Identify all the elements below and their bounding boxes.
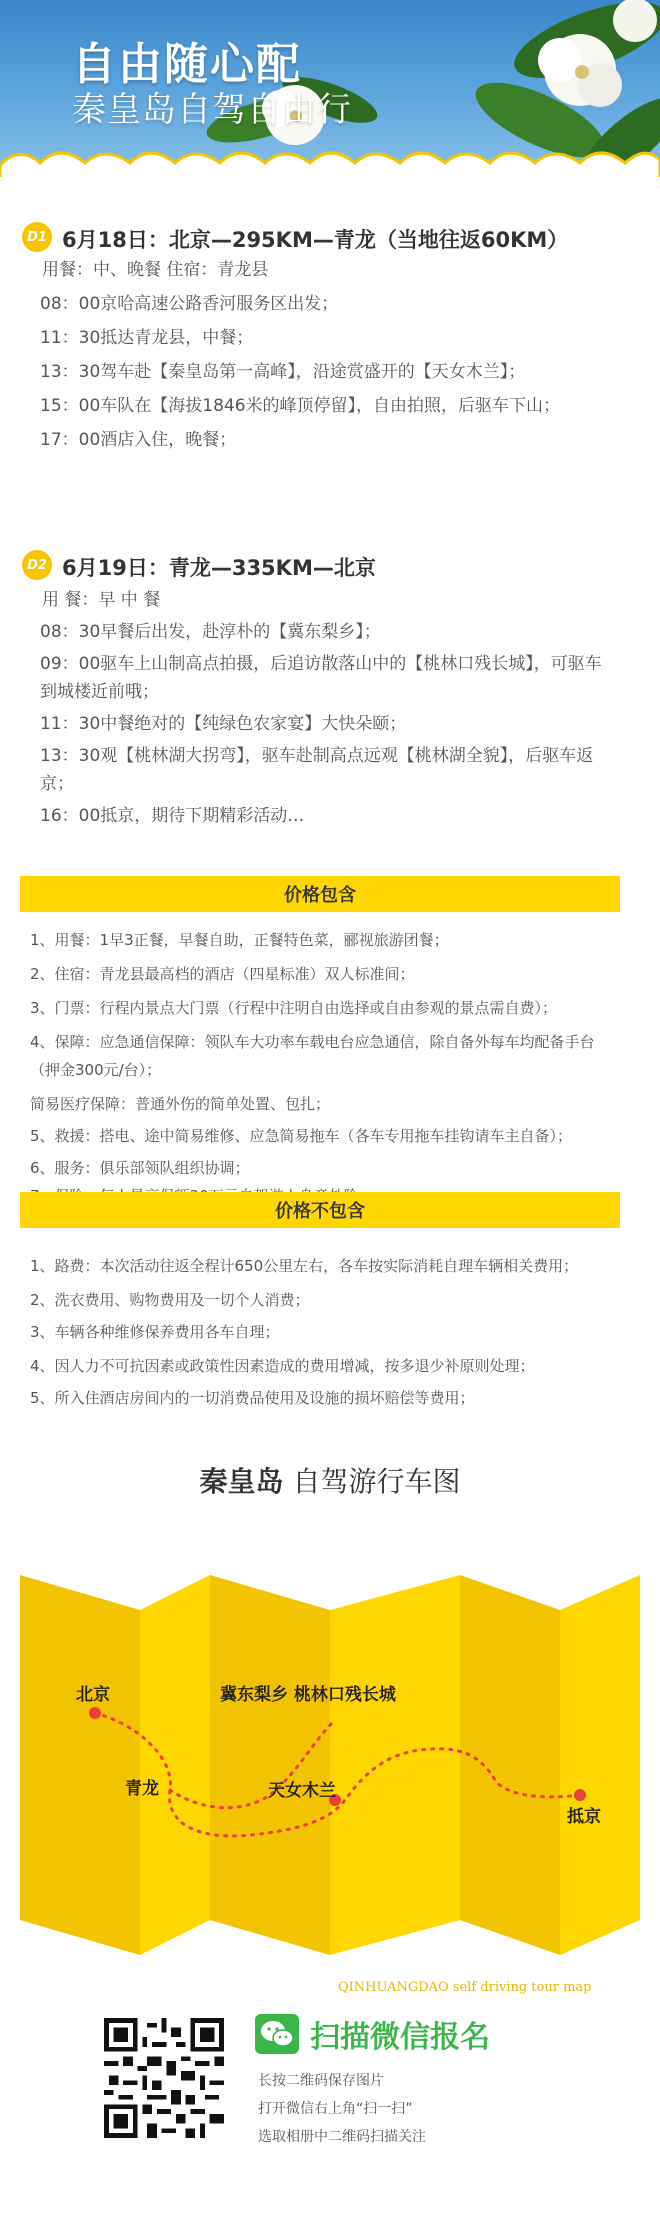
price-excluded-header: 价格不包含 — [20, 1192, 620, 1228]
day2-line: 到城楼近前哦； — [40, 682, 159, 702]
map-title: 秦皇岛 自驾游行车图 — [199, 1465, 461, 1498]
included-item: 4、保障：应急通信保障：领队车大功率车载电台应急通信，除自备外每车均配备手台 — [30, 1033, 595, 1051]
day1-badge: D1 — [22, 222, 52, 252]
wechat-signup-title: 扫描微信报名 — [310, 2020, 490, 2055]
wechat-icon — [255, 2014, 299, 2054]
day2-line: 用 餐：早 中 餐 — [42, 590, 161, 610]
map-label-qinglong: 青龙 — [125, 1779, 159, 1799]
excluded-item: 1、路费：本次活动往返全程计650公里左右，各车按实际消耗自理车辆相关费用； — [30, 1257, 579, 1275]
folded-route-map — [0, 1555, 660, 1975]
included-item: 2、住宿：青龙县最高档的酒店（四星标准）双人标准间； — [30, 965, 415, 983]
day1-line: 08：00京哈高速公路香河服务区出发； — [40, 294, 339, 314]
day1-itinerary — [22, 222, 642, 450]
day2-itinerary — [22, 550, 642, 830]
included-item: 3、门票：行程内景点大门票（行程中注明自由选择或自由参观的景点需自费）； — [30, 999, 558, 1017]
excluded-item: 3、车辆各种维修保养费用各车自理； — [30, 1323, 280, 1341]
included-item: 简易医疗保障：普通外伤的简单处置、包扎； — [30, 1095, 331, 1113]
wechat-qr-code[interactable] — [104, 2018, 224, 2138]
day1-line: 13：30驾车赴【秦皇岛第一高峰】，沿途赏盛开的【天女木兰】； — [40, 362, 526, 382]
price-included-header: 价格包含 — [20, 876, 620, 912]
day2-line: 09：00驱车上山制高点拍摄，后追访散落山中的【桃林口残长城】，可驱车 — [40, 654, 602, 674]
day2-line: 13：30观【桃林湖大拐弯】，驱车赴制高点远观【桃林湖全貌】，后驱车返 — [40, 746, 594, 766]
included-item: （押金300元/台）； — [30, 1061, 162, 1079]
day2-title: 6月19日：青龙—335KM—北京 — [62, 556, 376, 580]
day2-line: 16：00抵京，期待下期精彩活动… — [40, 806, 305, 826]
day2-line: 08：30早餐后出发，赴淳朴的【冀东梨乡】； — [40, 622, 381, 642]
day1-line: 15：00车队在【海拔1846米的峰顶停留】，自由拍照，后驱车下山； — [40, 396, 561, 416]
qr-instruction: 打开微信右上角“扫一扫” — [258, 2101, 413, 2117]
map-label-beijing: 北京 — [76, 1685, 110, 1705]
included-item: 1、用餐：1早3正餐，早餐自助，正餐特色菜，郦视旅游团餐； — [30, 931, 449, 949]
excluded-item: 4、因人力不可抗因素或政策性因素造成的费用增减，按多退少补原则处理； — [30, 1357, 535, 1375]
day1-line: 用餐：中、晚餐 住宿：青龙县 — [42, 260, 269, 280]
dijing-dot — [574, 1789, 586, 1801]
day1-line: 11：30抵达青龙县，中餐； — [40, 328, 254, 348]
included-item: 5、救援：搭电、途中简易维修、应急简易拖车（各车专用拖车挂钩请车主自备）； — [30, 1127, 573, 1145]
map-label-attractions: 冀东梨乡 桃林口残长城 — [220, 1685, 396, 1705]
day1-title: 6月18日：北京—295KM—青龙（当地往返60KM） — [62, 228, 569, 252]
day1-line: 17：00酒店入住，晚餐； — [40, 430, 237, 450]
map-label-tiannvmulan: 天女木兰 — [268, 1781, 336, 1801]
day2-line: 京； — [40, 774, 74, 794]
map-caption: QINHUANGDAO self driving tour map — [338, 1980, 592, 1995]
qr-instruction: 选取相册中二维码扫描关注 — [258, 2129, 426, 2145]
included-item: 6、服务：俱乐部领队组织协调； — [30, 1159, 250, 1177]
hero-subtitle: 秦皇岛自驾自由行 — [72, 90, 352, 130]
hero-title: 自由随心配 — [72, 39, 302, 90]
qr-instruction: 长按二维码保存图片 — [258, 2073, 384, 2089]
day2-line: 11：30中餐绝对的【纯绿色农家宴】大快朵颐； — [40, 714, 407, 734]
cloud-border — [0, 135, 660, 195]
excluded-item: 2、洗衣费用、购物费用及一切个人消费； — [30, 1291, 310, 1309]
day2-badge: D2 — [22, 550, 52, 580]
excluded-item: 5、所入住酒店房间内的一切消费品使用及设施的损坏赔偿等费用； — [30, 1389, 475, 1407]
map-label-dijing: 抵京 — [567, 1807, 601, 1827]
beijing-dot — [89, 1707, 101, 1719]
